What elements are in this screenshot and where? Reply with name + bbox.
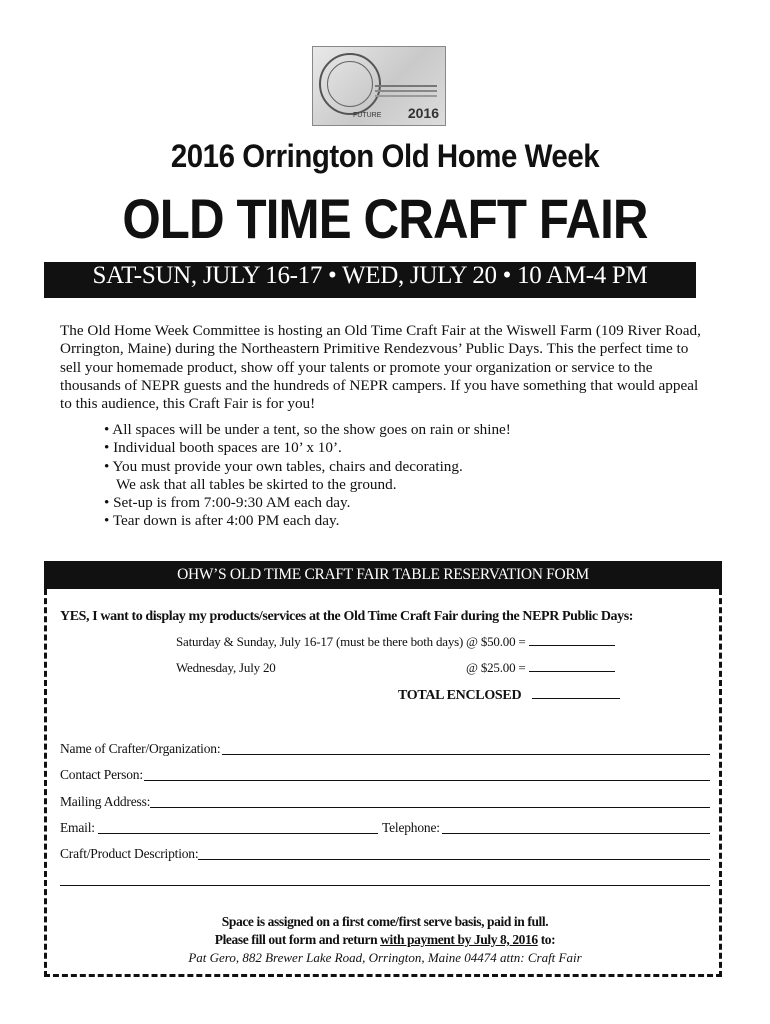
description-field (60, 846, 198, 862)
name-field (60, 741, 220, 757)
return-instructions (0, 932, 770, 948)
contact-field-label: Contact Person: (60, 767, 143, 782)
detail-item: • You must provide your own tables, chairs and decorating. (104, 457, 463, 475)
mailing-field (60, 794, 150, 810)
detail-item: • Set-up is from 7:00-9:30 AM each day. (104, 494, 351, 512)
name-field-label: Name of Crafter/Organization: (60, 741, 221, 756)
intro-paragraph: The Old Home Week Committee is hosting an Old Time Craft Fair at the Wiswell Farm (109 River Road, Orrington, Maine) during the Northeastern Primitive Rendezvous’ Public Days. This the perfect time to sell your homemade product, show off your talents or promote your organization or service to the thousands of NEPR guests and the hundreds of NEPR campers. If you have something that would appeal to this audience, this Craft Fair is for you! (60, 322, 701, 413)
option-wednesday-label: Wednesday, July 20 (176, 660, 276, 675)
option-weekend-label: Saturday & Sunday, July 16-17 (must be there both days) (176, 634, 464, 649)
return-instructions-end: to: (537, 932, 556, 947)
details-list (104, 421, 664, 531)
email-field-label: Email: (60, 820, 95, 835)
detail-item: • Tear down is after 4:00 PM each day. (104, 512, 340, 530)
option-wednesday-amount-line[interactable] (529, 660, 615, 672)
headline: OLD TIME CRAFT FAIR (122, 187, 648, 250)
option-weekend-amount-line[interactable] (529, 634, 615, 646)
email-field (60, 820, 95, 836)
mailing-address: Pat Gero, 882 Brewer Lake Road, Orrington, Maine 04474 attn: Craft Fair (188, 950, 582, 965)
logo-year: 2016 (407, 105, 439, 121)
option-weekend-price (466, 634, 615, 650)
logo-caption: FUTURE (353, 112, 382, 119)
mailing-field-label: Mailing Address: (60, 794, 151, 809)
detail-item: • Individual booth spaces are 10’ x 10’. (104, 439, 342, 457)
description-field-label: Craft/Product Description: (60, 846, 199, 861)
logo-text-lines (375, 85, 437, 87)
telephone-field (382, 820, 440, 836)
return-instructions-start: Please fill out form and return (214, 932, 381, 947)
event-title: 2016 Orrington Old Home Week (170, 138, 600, 174)
dates-banner: SAT-SUN, JULY 16-17 • WED, JULY 20 • 10 AM-4 PM (44, 262, 696, 298)
contact-field (60, 767, 143, 783)
detail-item: • All spaces will be under a tent, so the show goes on rain or shine! (104, 421, 511, 438)
form-title-bar: OHW’S OLD TIME CRAFT FAIR TABLE RESERVATION FORM (44, 561, 722, 589)
logo-seal-inner (327, 61, 373, 107)
payment-deadline: with payment by July 8, 2016 (380, 932, 538, 947)
total-label: TOTAL ENCLOSED (398, 688, 522, 703)
event-logo (312, 46, 446, 126)
total-amount-line[interactable] (532, 687, 620, 699)
option-wednesday-price (466, 660, 615, 676)
assignment-note: Space is assigned on a first come/first serve basis, paid in full. (221, 914, 549, 929)
total-enclosed (398, 687, 620, 704)
telephone-field-label: Telephone: (382, 820, 440, 835)
form-intro-line: YES, I want to display my products/services at the Old Time Craft Fair during the NEPR Public Days: (60, 609, 634, 624)
detail-item-continued: We ask that all tables be skirted to the ground. (116, 475, 397, 493)
option-wednesday-price-text: @ $25.00 = (466, 660, 526, 675)
option-weekend-price-text: @ $50.00 = (466, 634, 526, 649)
